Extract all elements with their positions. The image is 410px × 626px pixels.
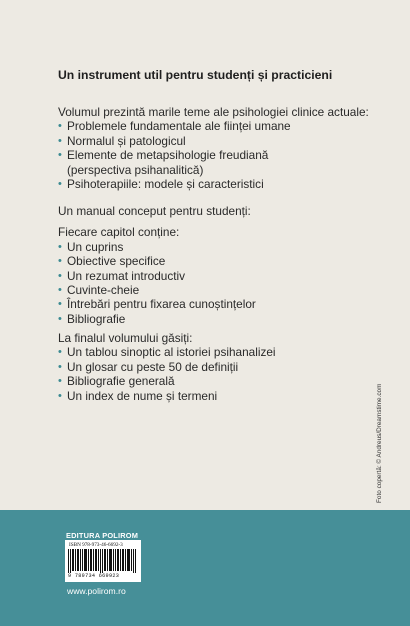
list-item: • Un rezumat introductiv: [58, 269, 256, 283]
list-item: • Un index de nume și termeni: [58, 389, 276, 403]
list-item: • Un glosar cu peste 50 de definiții: [58, 360, 276, 374]
section-manual: [58, 204, 256, 326]
list-item-continuation-text: (perspectiva psihanalitică): [67, 162, 204, 177]
publisher-url[interactable]: www.polirom.ro: [67, 586, 126, 596]
list-item: • Bibliografie generală: [58, 374, 276, 388]
photo-credit: Foto copertă: © Andreus/Dreamstime.com: [376, 383, 383, 503]
barcode-icon: [68, 549, 138, 573]
list-item: • Elemente de metapsihologie freudiană: [58, 148, 369, 162]
section-final: [58, 331, 276, 403]
list-item: • Întrebări pentru fixarea cunoștințelor: [58, 297, 256, 311]
list-item: • Un cuprins: [58, 240, 256, 254]
list-item: • Cuvinte-cheie: [58, 283, 256, 297]
list-item: • Normalul și patologicul: [58, 134, 369, 148]
cover-heading: Un instrument util pentru studenți și practicieni: [58, 68, 333, 82]
section-manual-sub-intro: Fiecare capitol conține:: [58, 225, 180, 240]
section-volume: [58, 105, 369, 191]
list-item: • Bibliografie: [58, 312, 256, 326]
section-volume-intro: Volumul prezintă marile teme ale psihologiei clinice actuale:: [58, 105, 369, 119]
list-item-continuation: [58, 163, 369, 177]
list-item: • Problemele fundamentale ale ființei umane: [58, 119, 369, 133]
section-final-intro: La finalul volumului găsiți:: [58, 331, 193, 345]
section-manual-list: [58, 240, 256, 326]
isbn-text: ISBN 978-973-46-6692-3: [69, 542, 123, 548]
section-volume-list: [58, 119, 369, 191]
list-item: • Obiective specifice: [58, 254, 256, 268]
list-item: • Un tablou sinoptic al istoriei psihanalizei: [58, 345, 276, 359]
list-item: • Psihoterapiile: modele și caracteristici: [58, 177, 369, 191]
section-final-list: [58, 345, 276, 403]
footer-band: [0, 510, 410, 626]
section-manual-intro: Un manual conceput pentru studenți:: [58, 204, 251, 218]
publisher-name: EDITURA POLIROM: [66, 531, 139, 540]
barcode-number: 9 789734 669923: [68, 573, 120, 579]
barcode-label: [65, 540, 141, 582]
